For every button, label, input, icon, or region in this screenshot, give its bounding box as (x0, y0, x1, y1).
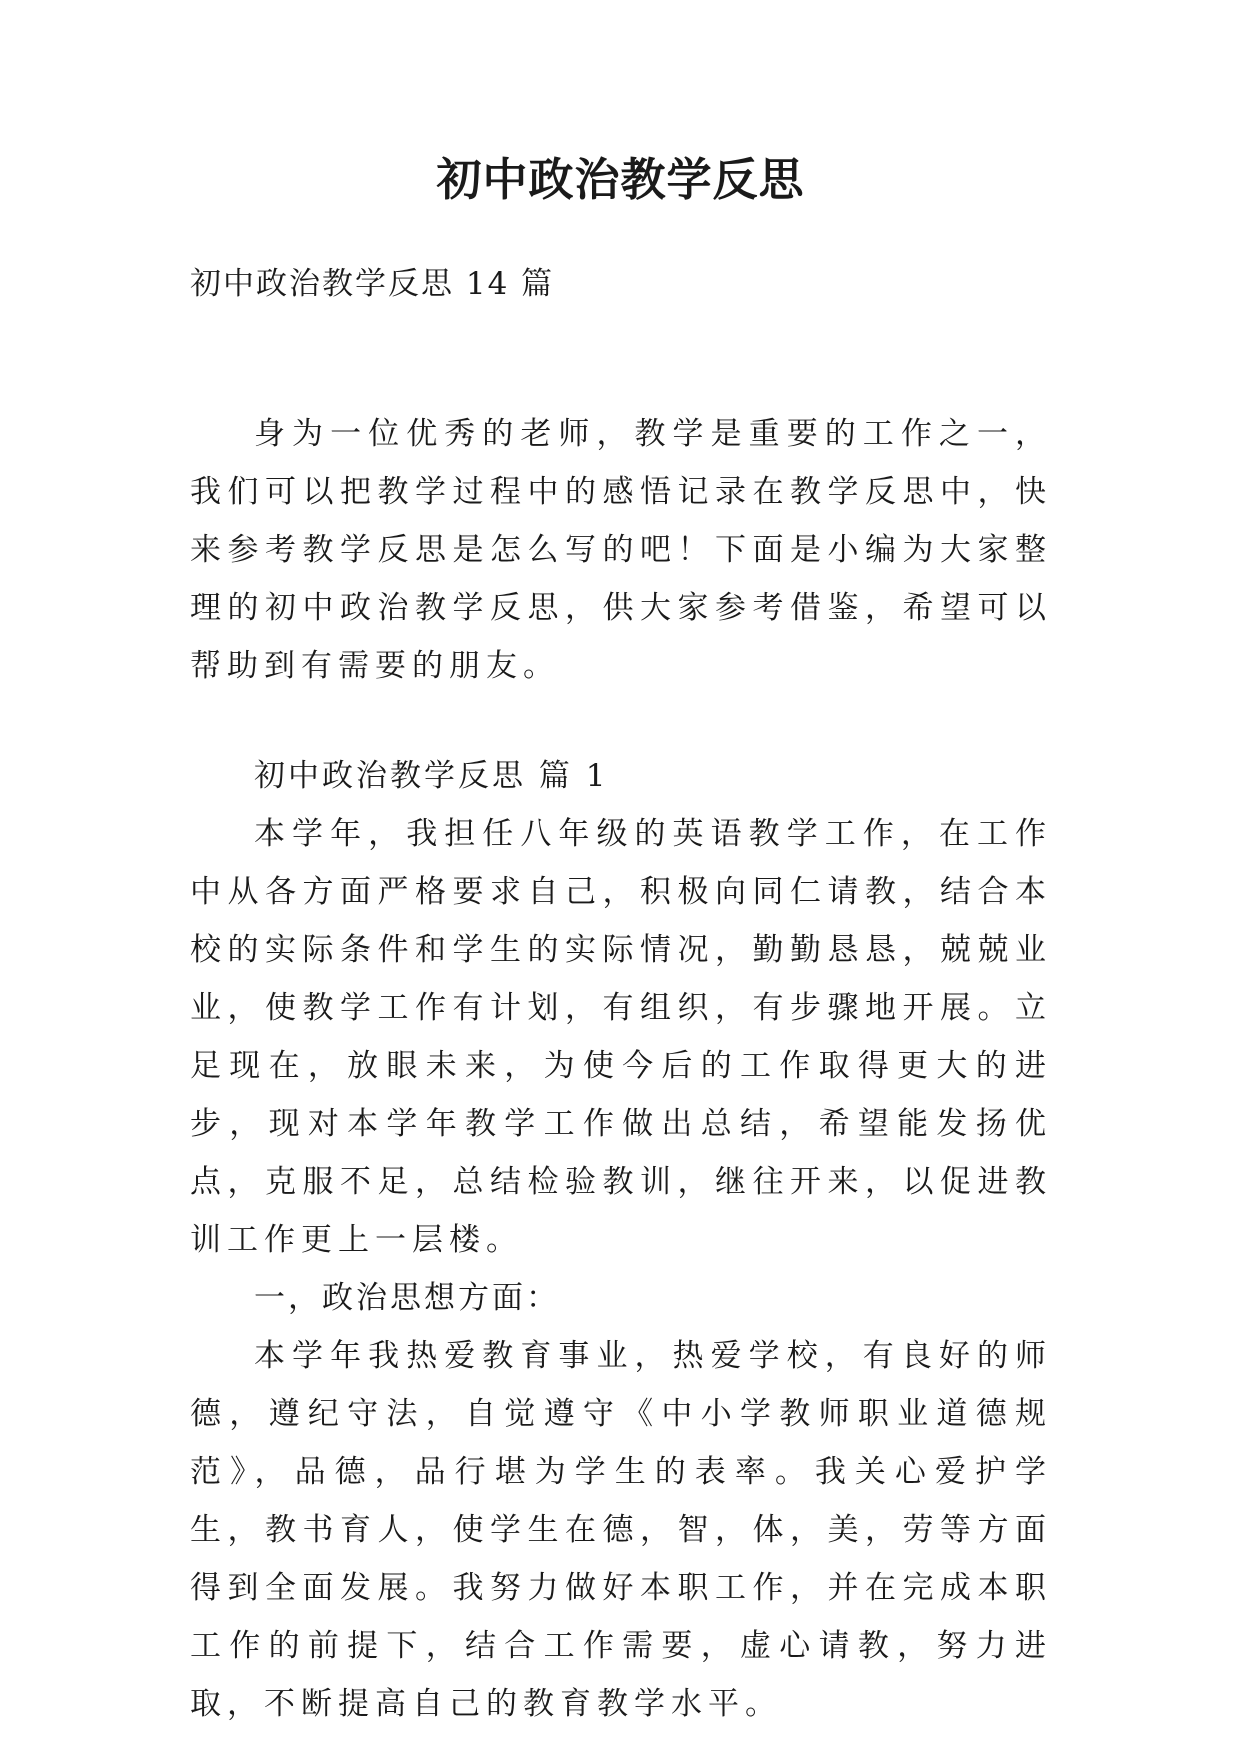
subheading-politics: 一，政治思想方面： (254, 1280, 560, 1316)
body-paragraph-1: 本学年，我担任八年级的英语教学工作，在工作中从各方面严格要求自己，积极向同仁请教，结合本校的实际条件和学生的实际情况，勤勤恳恳，兢兢业业，使教学工作有计划，有组织，有步骤地开展。立足现在，放眼未来，为使今后的工作取得更大的进步，现对本学年教学工作做出总结，希望能发扬优点，克服不足，总结检验教训，继往开来，以促进教训工作更上一层楼。 (190, 816, 1052, 1258)
document-title: 初中政治教学反思 (436, 153, 805, 206)
section-title: 初中政治教学反思 篇 1 (254, 758, 609, 794)
document-subtitle: 初中政治教学反思 14 篇 (190, 266, 555, 302)
document-body (190, 405, 1052, 1733)
section-spacer (190, 695, 1052, 747)
intro-paragraph: 身为一位优秀的老师，教学是重要的工作之一，我们可以把教学过程中的感悟记录在教学反思中，快来参考教学反思是怎么写的吧！下面是小编为大家整理的初中政治教学反思，供大家参考借鉴，希望可以帮助到有需要的朋友。 (190, 416, 1052, 684)
body-paragraph-2: 本学年我热爱教育事业，热爱学校，有良好的师德，遵纪守法，自觉遵守《中小学教师职业道德规范》，品德，品行堪为学生的表率。我关心爱护学生，教书育人，使学生在德，智，体，美，劳等方面得到全面发展。我努力做好本职工作，并在完成本职工作的前提下，结合工作需要，虚心请教，努力进取，不断提高自己的教育教学水平。 (190, 1338, 1052, 1722)
